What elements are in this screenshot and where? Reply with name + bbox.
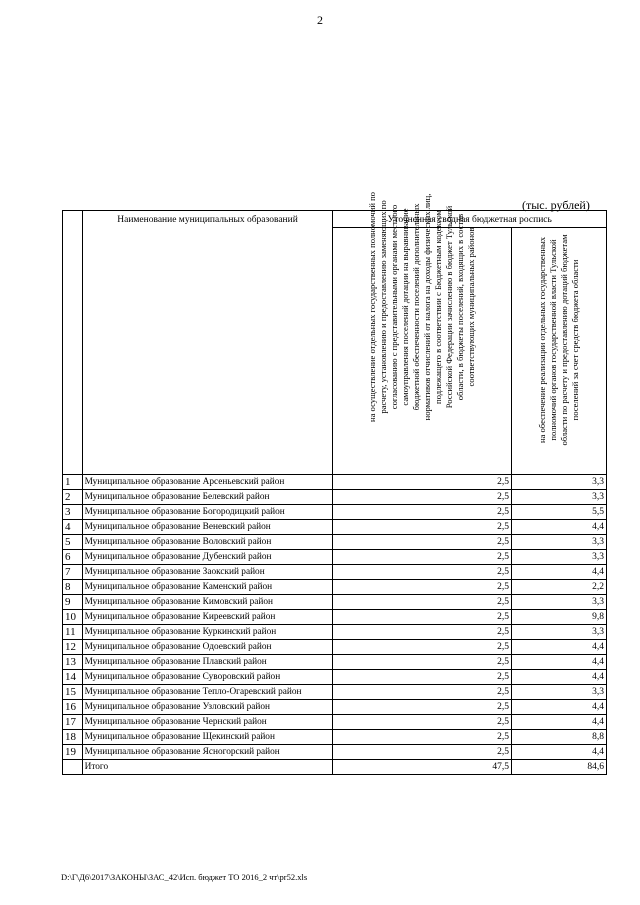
row-number: 5 [63, 535, 83, 550]
row-value-a: 2,5 [333, 490, 512, 505]
table-row [63, 580, 607, 595]
table-row [63, 550, 607, 565]
row-value-b: 3,3 [512, 490, 607, 505]
table-row [63, 745, 607, 760]
table-row [63, 625, 607, 640]
row-value-a: 2,5 [333, 535, 512, 550]
row-number: 19 [63, 745, 83, 760]
row-name: Муниципальное образование Веневский район [82, 520, 333, 535]
row-value-b: 4,4 [512, 745, 607, 760]
header-name: Наименование муниципальных образований [82, 211, 333, 475]
row-number: 3 [63, 505, 83, 520]
row-value-a: 2,5 [333, 745, 512, 760]
row-name: Муниципальное образование Киреевский район [82, 610, 333, 625]
row-number: 17 [63, 715, 83, 730]
row-number: 16 [63, 700, 83, 715]
table-row [63, 700, 607, 715]
row-value-a: 2,5 [333, 730, 512, 745]
total-value-b: 84,6 [512, 760, 607, 775]
row-number: 9 [63, 595, 83, 610]
table-row [63, 640, 607, 655]
row-value-a: 2,5 [333, 595, 512, 610]
row-value-a: 2,5 [333, 520, 512, 535]
row-value-a: 2,5 [333, 565, 512, 580]
row-value-b: 2,2 [512, 580, 607, 595]
row-number: 1 [63, 475, 83, 490]
table-row [63, 595, 607, 610]
row-name: Муниципальное образование Щекинский район [82, 730, 333, 745]
row-number: 6 [63, 550, 83, 565]
row-value-b: 5,5 [512, 505, 607, 520]
row-name: Муниципальное образование Узловский район [82, 700, 333, 715]
table-row [63, 490, 607, 505]
table-row [63, 565, 607, 580]
row-value-a: 2,5 [333, 640, 512, 655]
row-value-b: 4,4 [512, 520, 607, 535]
row-value-b: 4,4 [512, 640, 607, 655]
row-value-b: 3,3 [512, 550, 607, 565]
row-value-b: 8,8 [512, 730, 607, 745]
row-number: 15 [63, 685, 83, 700]
row-value-b: 4,4 [512, 655, 607, 670]
row-value-a: 2,5 [333, 580, 512, 595]
row-value-a: 2,5 [333, 475, 512, 490]
row-name: Муниципальное образование Дубенский район [82, 550, 333, 565]
row-value-b: 3,3 [512, 595, 607, 610]
total-value-a: 47,5 [333, 760, 512, 775]
row-name: Муниципальное образование Кимовский район [82, 595, 333, 610]
row-number: 18 [63, 730, 83, 745]
row-name: Муниципальное образование Богородицкий район [82, 505, 333, 520]
row-name: Муниципальное образование Плавский район [82, 655, 333, 670]
row-name: Муниципальное образование Каменский район [82, 580, 333, 595]
row-number: 2 [63, 490, 83, 505]
row-value-a: 2,5 [333, 700, 512, 715]
row-number: 14 [63, 670, 83, 685]
row-value-b: 3,3 [512, 685, 607, 700]
header-column-a-text: на осуществление отдельных государственных полномочий по расчету, установлению и предоставлению заменяющих по согласованию с представительными органами местного самоуправления поселений дотации на выравнивание бюджетной обеспеченности поселений дополнительных нормативов отчислений от налога на доходы физических лиц, подлежащего в соответствии с Бюджетным кодексом Российской Федерации зачислению в бюджет Тульской области, в бюджеты поселений, входящих в состав соответствующих муниципальных районов [367, 192, 477, 422]
row-value-a: 2,5 [333, 625, 512, 640]
table-row [63, 655, 607, 670]
row-value-b: 4,4 [512, 565, 607, 580]
total-number [63, 760, 83, 775]
row-value-a: 2,5 [333, 505, 512, 520]
page-number: 2 [317, 13, 323, 27]
table-row [63, 520, 607, 535]
row-name: Муниципальное образование Куркинский район [82, 625, 333, 640]
row-number: 7 [63, 565, 83, 580]
table-row [63, 535, 607, 550]
row-name: Муниципальное образование Ясногорский район [82, 745, 333, 760]
row-number: 13 [63, 655, 83, 670]
header-column-b [512, 228, 607, 475]
row-value-b: 9,8 [512, 610, 607, 625]
total-row [63, 760, 607, 775]
table-row [63, 610, 607, 625]
row-value-a: 2,5 [333, 655, 512, 670]
header-number-cell [63, 211, 83, 475]
table-row [63, 475, 607, 490]
header-column-b-text: на обеспечение реализации отдельных государственных полномочий органов государственной власти Тульской области по расчету и предоставлению дотаций бюджетам поселений за счет средств бюджета области [537, 234, 580, 446]
row-value-b: 4,4 [512, 700, 607, 715]
table-row [63, 505, 607, 520]
row-value-a: 2,5 [333, 715, 512, 730]
row-value-a: 2,5 [333, 685, 512, 700]
row-value-a: 2,5 [333, 610, 512, 625]
row-value-b: 3,3 [512, 475, 607, 490]
row-name: Муниципальное образование Заокский район [82, 565, 333, 580]
row-name: Муниципальное образование Тепло-Огаревский район [82, 685, 333, 700]
row-value-b: 4,4 [512, 670, 607, 685]
row-value-a: 2,5 [333, 550, 512, 565]
row-name: Муниципальное образование Чернский район [82, 715, 333, 730]
table-row [63, 670, 607, 685]
table-row [63, 715, 607, 730]
row-number: 8 [63, 580, 83, 595]
header-group: Уточненная сводная бюджетная роспись [333, 211, 607, 228]
row-number: 12 [63, 640, 83, 655]
row-value-b: 4,4 [512, 715, 607, 730]
row-number: 4 [63, 520, 83, 535]
table-row [63, 685, 607, 700]
table-row [63, 730, 607, 745]
file-path: D:\Г\Д6\2017\ЗАКОНЫ\ЗАС_42\Исп. бюджет ТО 2016_2 чт\pr52.xls [61, 872, 308, 882]
total-label: Итого [82, 760, 333, 775]
units-label: (тыс. рублей) [522, 198, 590, 212]
row-number: 11 [63, 625, 83, 640]
row-value-b: 3,3 [512, 625, 607, 640]
row-value-b: 3,3 [512, 535, 607, 550]
row-name: Муниципальное образование Белевский район [82, 490, 333, 505]
row-name: Муниципальное образование Воловский район [82, 535, 333, 550]
row-name: Муниципальное образование Одоевский район [82, 640, 333, 655]
row-name: Муниципальное образование Арсеньевский район [82, 475, 333, 490]
row-name: Муниципальное образование Суворовский район [82, 670, 333, 685]
row-number: 10 [63, 610, 83, 625]
row-value-a: 2,5 [333, 670, 512, 685]
